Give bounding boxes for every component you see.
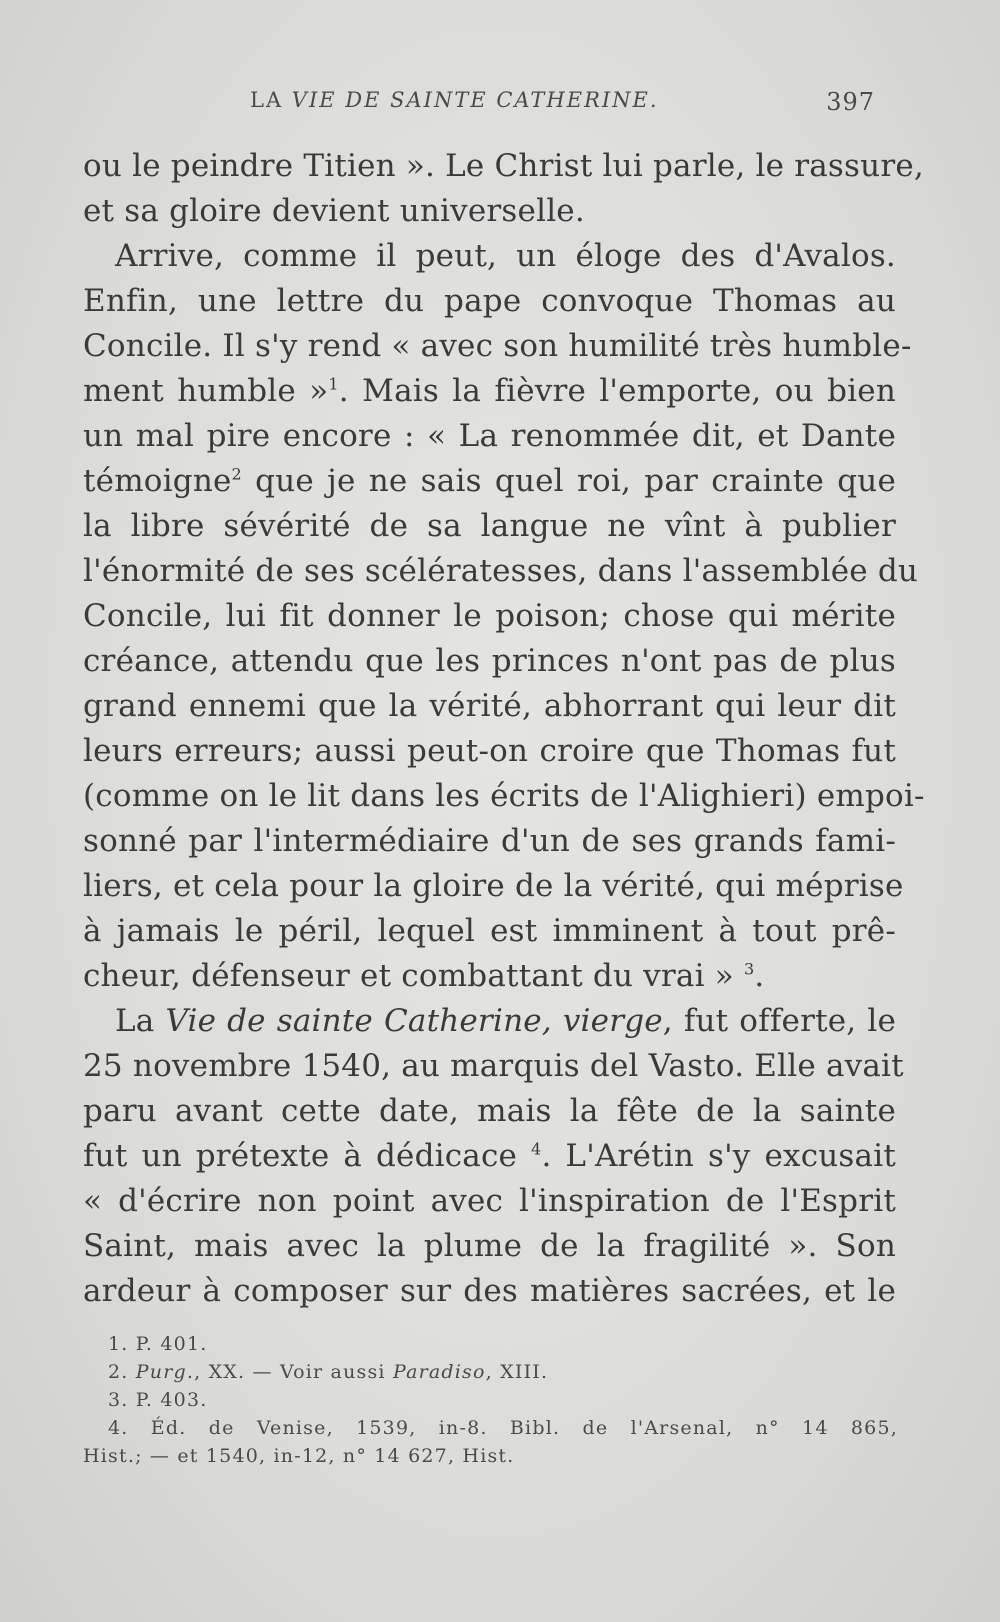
footnote-3: 3. P. 403. [108,1389,208,1411]
text-line: cheur, défenseur et combattant du vrai » $^3$. [83,958,765,994]
text-line: créance, attendu que les princes n'ont pas de plus [83,643,896,679]
running-header [250,88,880,122]
text-line: Concile. Il s'y rend « avec son humilité très humble- [83,328,912,364]
text-line: ou le peindre Titien ». Le Christ lui parle, le rassure, [83,148,924,184]
text-line: « d'écrire non point avec l'inspiration de l'Esprit [83,1183,896,1219]
footnote-4: 4. Éd. de Venise, 1539, in-8. Bibl. de l'Arsenal, n° 14 865, [108,1417,898,1439]
text-line: grand ennemi que la vérité, abhorrant qui leur dit [83,688,896,724]
text-line: La Vie de sainte Catherine, vierge, fut offerte, le [115,1003,896,1039]
text-line: liers, et cela pour la gloire de la vérité, qui méprise [83,868,904,904]
text-line: Concile, lui fit donner le poison; chose qui mérite [83,598,896,634]
text-line: un mal pire encore : « La renommée dit, et Dante [83,418,896,454]
text-line: ardeur à composer sur des matières sacrées, et le [83,1273,896,1309]
running-title: LA VIE DE SAINTE CATHERINE. [250,88,659,112]
text-line: Enfin, une lettre du pape convoque Thomas au [83,283,896,319]
text-line: la libre sévérité de sa langue ne vînt à publier [83,508,896,544]
text-line: sonné par l'intermédiaire d'un de ses grands fami- [83,823,896,859]
text-line: (comme on le lit dans les écrits de l'Alighieri) empoi- [83,778,925,814]
text-line: l'énormité de ses scélératesses, dans l'assemblée du [83,553,919,589]
text-line: Arrive, comme il peut, un éloge des d'Avalos. [115,238,896,274]
main-text [83,144,925,1314]
footnotes [83,1330,898,1470]
text-line: et sa gloire devient universelle. [83,193,585,229]
footnote-2: 2. Purg., XX. — Voir aussi Paradiso, XIII. [108,1361,549,1383]
text-line: à jamais le péril, lequel est imminent à tout prê- [83,913,896,949]
text-line: Saint, mais avec la plume de la fragilité ». Son [83,1228,896,1264]
text-line: témoigne$^2$ que je ne sais quel roi, par crainte que [83,463,896,499]
note-ref[interactable]: 4 [531,1139,542,1159]
footnote-1: 1. P. 401. [108,1333,208,1355]
text-line: paru avant cette date, mais la fête de la sainte [83,1093,896,1129]
note-ref[interactable]: 3 [743,959,755,979]
text-line: ment humble »$^1$. Mais la fièvre l'emporte, ou bien [83,373,896,409]
page-number: 397 [826,88,875,116]
text-line: fut un prétexte à dédicace $^4$. L'Arétin s'y excusait [83,1138,896,1174]
work-title: Vie de sainte Catherine, vierge [165,1003,663,1039]
note-ref[interactable]: 2 [231,464,242,484]
text-line: leurs erreurs; aussi peut-on croire que Thomas fut [83,733,896,769]
note-ref[interactable]: 1 [328,374,339,394]
text-line: 25 novembre 1540, au marquis del Vasto. Elle avait [83,1048,904,1084]
footnote-4-continued: Hist.; — et 1540, in-12, n° 14 627, Hist. [83,1445,515,1467]
